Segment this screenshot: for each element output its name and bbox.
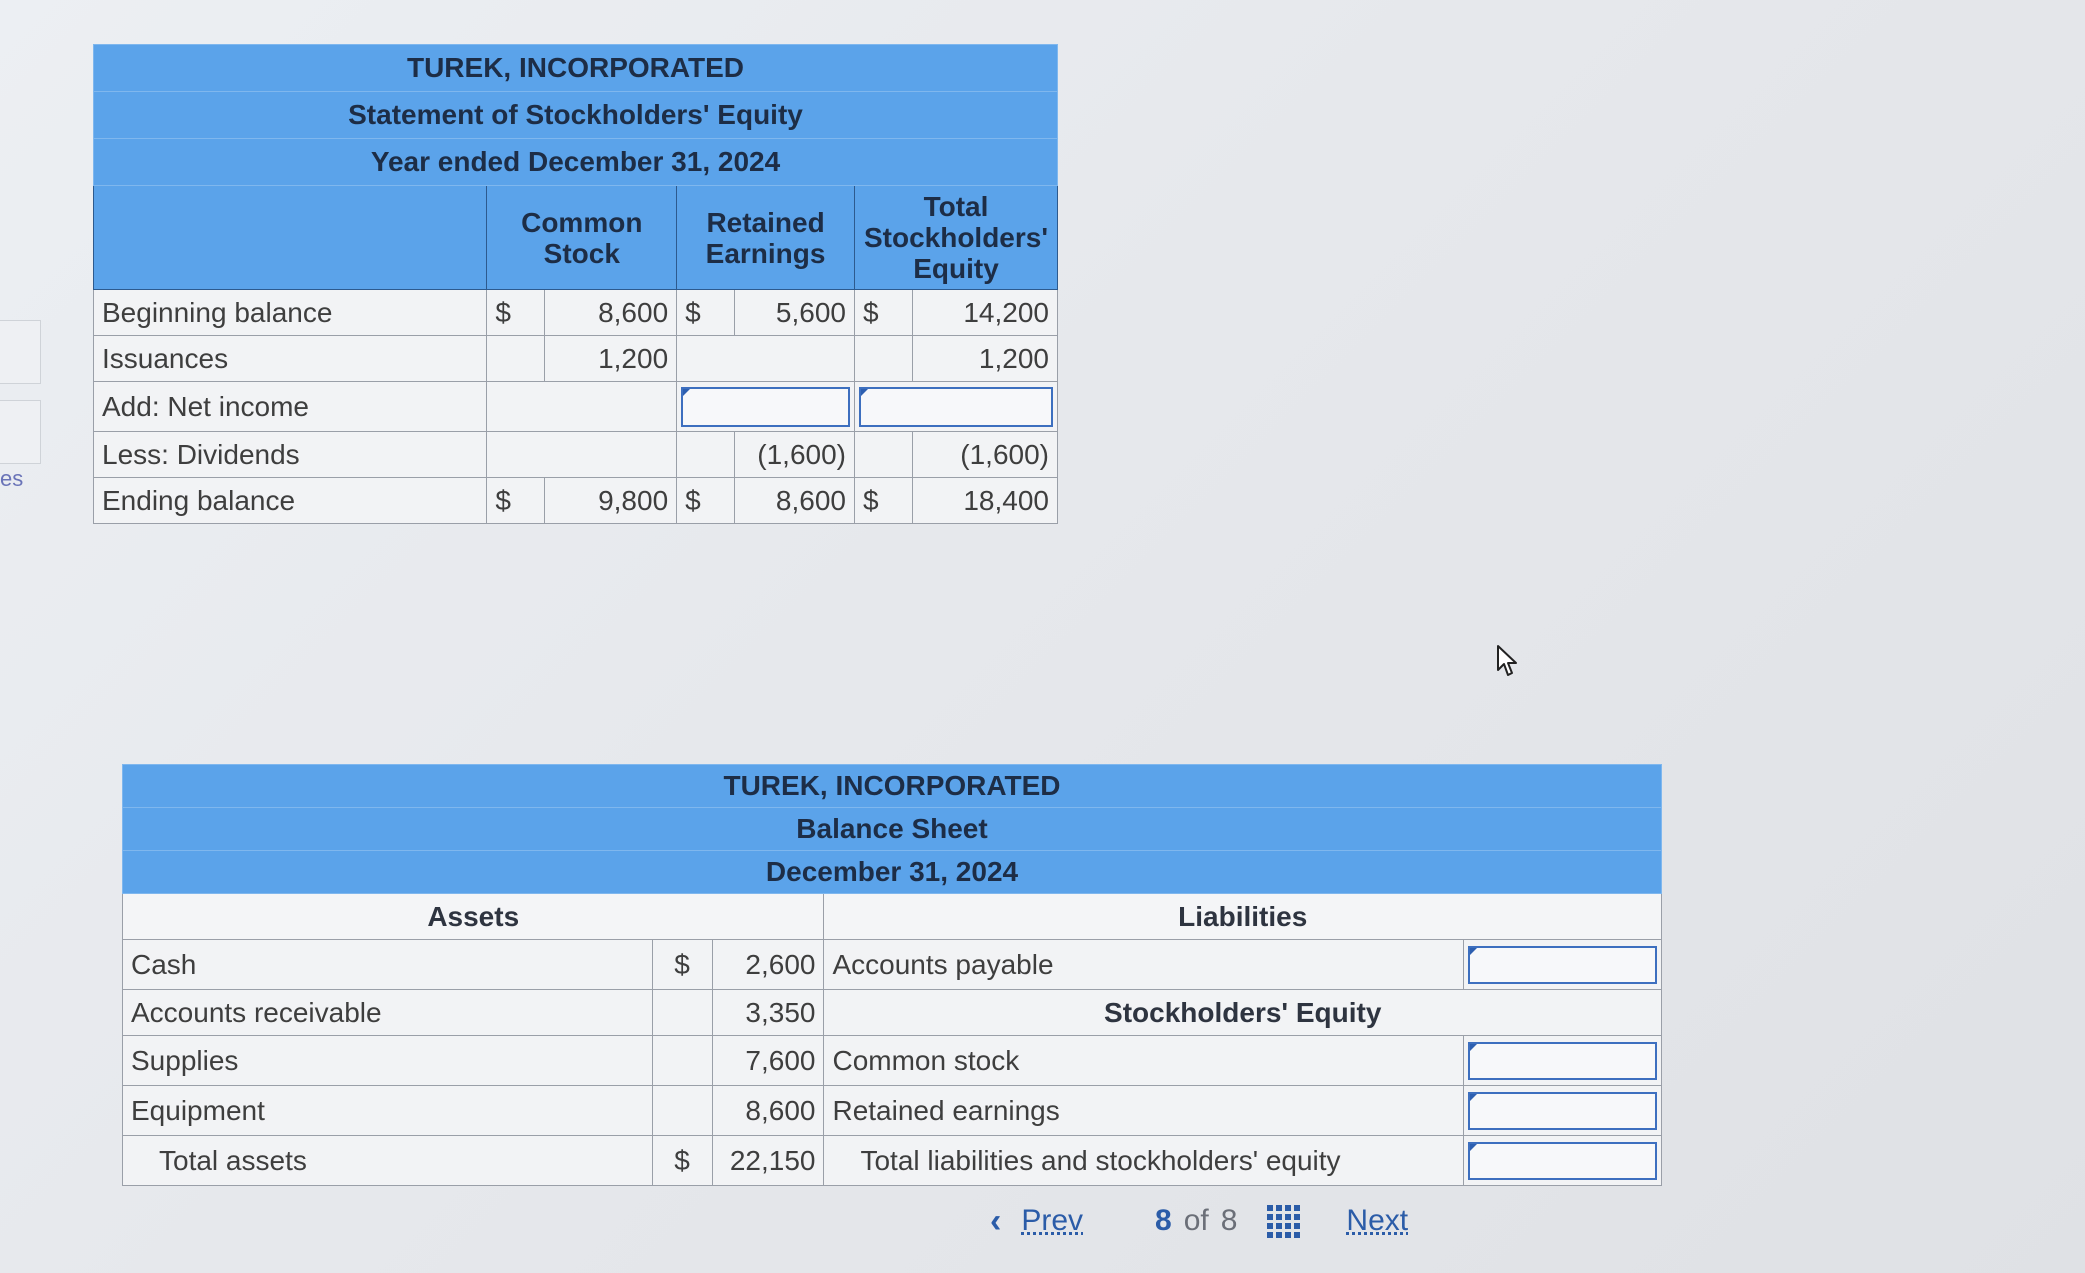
row-label: Ending balance bbox=[94, 478, 487, 524]
total-liabilities-equity-label: Total liabilities and stockholders' equity bbox=[824, 1136, 1464, 1186]
currency-sign: $ bbox=[854, 290, 912, 336]
accounts-payable-input[interactable] bbox=[1468, 946, 1657, 984]
statement-period: Year ended December 31, 2024 bbox=[94, 139, 1058, 186]
total-liabilities-equity-cell bbox=[1464, 1136, 1662, 1186]
retained-earnings-input[interactable] bbox=[1468, 1092, 1657, 1130]
empty-cell bbox=[487, 382, 677, 432]
prev-button[interactable]: Prev bbox=[1021, 1204, 1084, 1237]
row-label: Add: Net income bbox=[94, 382, 487, 432]
retained-earnings-cell bbox=[1464, 1086, 1662, 1136]
table-row bbox=[94, 432, 1058, 478]
total-equity-value: (1,600) bbox=[912, 432, 1057, 478]
statement-title: Statement of Stockholders' Equity bbox=[94, 92, 1058, 139]
table-row bbox=[123, 1136, 1662, 1186]
asset-value: 7,600 bbox=[712, 1036, 824, 1086]
balance-sheet-title: Balance Sheet bbox=[123, 808, 1662, 851]
empty-cell bbox=[652, 990, 712, 1036]
table-row bbox=[94, 382, 1058, 432]
empty-cell bbox=[487, 432, 677, 478]
stockholders-equity-header: Stockholders' Equity bbox=[824, 990, 1662, 1036]
retained-earnings-value: (1,600) bbox=[735, 432, 855, 478]
currency-sign: $ bbox=[652, 940, 712, 990]
asset-value: 8,600 bbox=[712, 1086, 824, 1136]
asset-label: Cash bbox=[123, 940, 653, 990]
empty-cell bbox=[652, 1036, 712, 1086]
total-equity-value: 1,200 bbox=[912, 336, 1057, 382]
equity-label: Common stock bbox=[824, 1036, 1464, 1086]
common-stock-header: Common Stock bbox=[487, 186, 677, 290]
asset-label: Accounts receivable bbox=[123, 990, 653, 1036]
asset-label: Supplies bbox=[123, 1036, 653, 1086]
mouse-cursor-icon bbox=[1496, 644, 1520, 678]
empty-cell bbox=[677, 432, 735, 478]
side-panel-box bbox=[0, 320, 41, 384]
table-row bbox=[94, 290, 1058, 336]
company-name: TUREK, INCORPORATED bbox=[123, 765, 1662, 808]
table-row bbox=[123, 1036, 1662, 1086]
table-row bbox=[123, 940, 1662, 990]
net-income-retained-input[interactable] bbox=[681, 387, 850, 427]
net-income-total-input[interactable] bbox=[859, 387, 1053, 427]
common-stock-cell bbox=[1464, 1036, 1662, 1086]
empty-cell bbox=[652, 1086, 712, 1136]
asset-value: 2,600 bbox=[712, 940, 824, 990]
common-stock-input[interactable] bbox=[1468, 1042, 1657, 1080]
retained-earnings-value: 5,600 bbox=[735, 290, 855, 336]
currency-sign: $ bbox=[487, 478, 545, 524]
balance-sheet-table bbox=[122, 764, 1662, 1186]
currency-sign: $ bbox=[677, 478, 735, 524]
table-row bbox=[123, 990, 1662, 1036]
retained-earnings-header: Retained Earnings bbox=[677, 186, 855, 290]
liabilities-header: Liabilities bbox=[824, 894, 1662, 940]
table-row bbox=[123, 1086, 1662, 1136]
accounts-payable-cell bbox=[1464, 940, 1662, 990]
currency-sign: $ bbox=[677, 290, 735, 336]
next-button[interactable]: Next bbox=[1346, 1204, 1409, 1237]
assets-header: Assets bbox=[123, 894, 824, 940]
grid-icon[interactable] bbox=[1267, 1205, 1300, 1238]
page-of-label: of bbox=[1183, 1204, 1209, 1237]
currency-sign: $ bbox=[487, 290, 545, 336]
empty-cell bbox=[854, 336, 912, 382]
side-text-fragment: es bbox=[0, 466, 24, 491]
asset-label: Equipment bbox=[123, 1086, 653, 1136]
total-equity-value: 14,200 bbox=[912, 290, 1057, 336]
total-assets-label: Total assets bbox=[123, 1136, 653, 1186]
total-liabilities-equity-input[interactable] bbox=[1468, 1142, 1657, 1180]
blank-header bbox=[94, 186, 487, 290]
common-stock-value: 8,600 bbox=[545, 290, 677, 336]
table-row bbox=[94, 336, 1058, 382]
total-assets-value: 22,150 bbox=[712, 1136, 824, 1186]
current-page: 8 bbox=[1155, 1204, 1172, 1237]
total-equity-header: Total Stockholders' Equity bbox=[854, 186, 1057, 290]
empty-cell bbox=[487, 336, 545, 382]
net-income-retained-cell bbox=[677, 382, 855, 432]
company-name: TUREK, INCORPORATED bbox=[94, 45, 1058, 92]
currency-sign: $ bbox=[652, 1136, 712, 1186]
row-label: Issuances bbox=[94, 336, 487, 382]
table-row bbox=[94, 478, 1058, 524]
currency-sign: $ bbox=[854, 478, 912, 524]
common-stock-value: 9,800 bbox=[545, 478, 677, 524]
liability-label: Accounts payable bbox=[824, 940, 1464, 990]
total-equity-value: 18,400 bbox=[912, 478, 1057, 524]
common-stock-value: 1,200 bbox=[545, 336, 677, 382]
row-label: Less: Dividends bbox=[94, 432, 487, 478]
asset-value: 3,350 bbox=[712, 990, 824, 1036]
pagination bbox=[990, 1196, 1408, 1246]
total-pages: 8 bbox=[1220, 1204, 1238, 1237]
stockholders-equity-table bbox=[93, 44, 1058, 524]
net-income-total-cell bbox=[854, 382, 1057, 432]
side-panel-box bbox=[0, 400, 41, 464]
row-label: Beginning balance bbox=[94, 290, 487, 336]
retained-earnings-value: 8,600 bbox=[735, 478, 855, 524]
empty-cell bbox=[677, 336, 855, 382]
equity-label: Retained earnings bbox=[824, 1086, 1464, 1136]
empty-cell bbox=[854, 432, 912, 478]
balance-sheet-date: December 31, 2024 bbox=[123, 851, 1662, 894]
chevron-left-icon[interactable]: ‹ bbox=[990, 1201, 1002, 1240]
